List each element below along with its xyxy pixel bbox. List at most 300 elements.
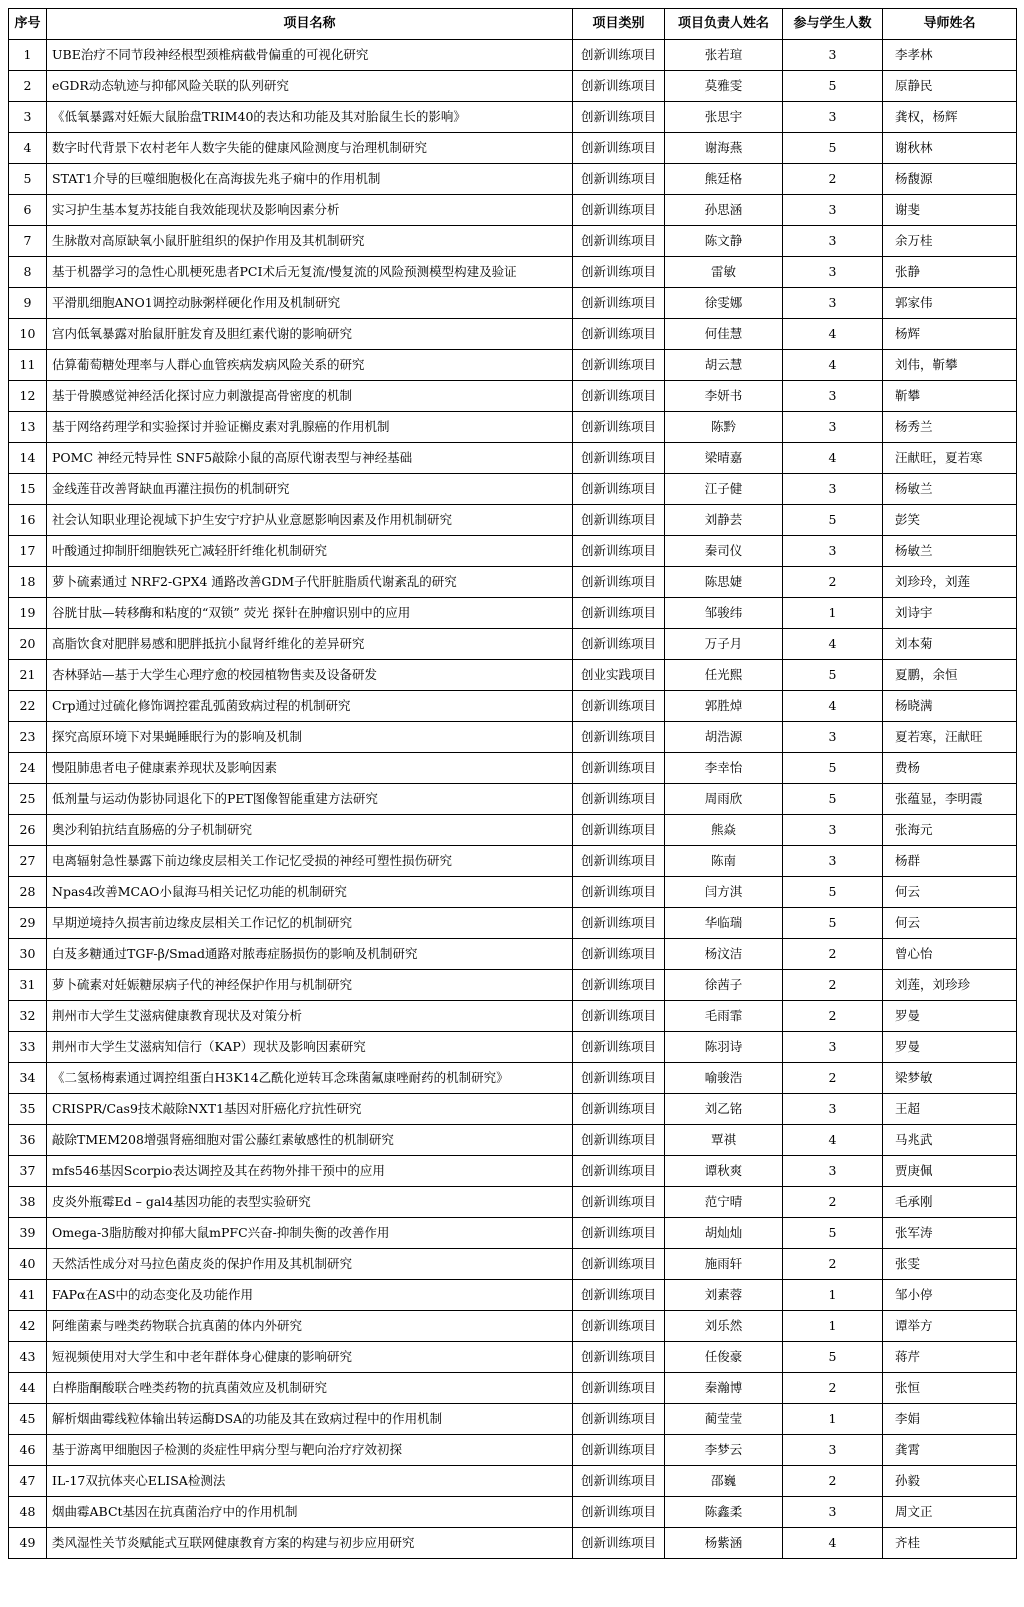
cell-project-category: 创新训练项目 bbox=[573, 257, 665, 288]
cell-project-category: 创新训练项目 bbox=[573, 1187, 665, 1218]
cell-leader-name: 胡浩源 bbox=[665, 722, 783, 753]
cell-leader-name: 熊廷格 bbox=[665, 164, 783, 195]
cell-index: 29 bbox=[9, 908, 47, 939]
cell-index: 5 bbox=[9, 164, 47, 195]
cell-index: 21 bbox=[9, 660, 47, 691]
cell-project-name: 杏林驿站—基于大学生心理疗愈的校园植物售卖及设备研发 bbox=[47, 660, 573, 691]
cell-mentor-name: 李娟 bbox=[883, 1404, 1017, 1435]
table-row bbox=[9, 71, 1017, 102]
cell-project-name: 烟曲霉ABCt基因在抗真菌治疗中的作用机制 bbox=[47, 1497, 573, 1528]
cell-student-count: 5 bbox=[783, 753, 883, 784]
cell-index: 26 bbox=[9, 815, 47, 846]
cell-project-name: CRISPR/Cas9技术敲除NXT1基因对肝癌化疗抗性研究 bbox=[47, 1094, 573, 1125]
table-row bbox=[9, 536, 1017, 567]
cell-leader-name: 刘乙铭 bbox=[665, 1094, 783, 1125]
cell-mentor-name: 孙毅 bbox=[883, 1466, 1017, 1497]
cell-mentor-name: 刘珍玲，刘莲 bbox=[883, 567, 1017, 598]
cell-leader-name: 雷敏 bbox=[665, 257, 783, 288]
cell-mentor-name: 张雯 bbox=[883, 1249, 1017, 1280]
cell-project-name: 金线莲苷改善肾缺血再灌注损伤的机制研究 bbox=[47, 474, 573, 505]
cell-student-count: 3 bbox=[783, 102, 883, 133]
cell-leader-name: 刘素蓉 bbox=[665, 1280, 783, 1311]
cell-mentor-name: 刘莲，刘珍珍 bbox=[883, 970, 1017, 1001]
table-row bbox=[9, 319, 1017, 350]
cell-student-count: 5 bbox=[783, 908, 883, 939]
cell-index: 34 bbox=[9, 1063, 47, 1094]
cell-leader-name: 任光熙 bbox=[665, 660, 783, 691]
cell-leader-name: 邵巍 bbox=[665, 1466, 783, 1497]
cell-project-category: 创新训练项目 bbox=[573, 691, 665, 722]
cell-project-name: 基于骨膜感觉神经活化探讨应力刺激提高骨密度的机制 bbox=[47, 381, 573, 412]
cell-project-name: 基于游离甲细胞因子检测的炎症性甲病分型与靶向治疗疗效初探 bbox=[47, 1435, 573, 1466]
cell-project-category: 创新训练项目 bbox=[573, 474, 665, 505]
cell-mentor-name: 彭笑 bbox=[883, 505, 1017, 536]
cell-leader-name: 李妍书 bbox=[665, 381, 783, 412]
cell-student-count: 3 bbox=[783, 381, 883, 412]
cell-student-count: 2 bbox=[783, 164, 883, 195]
cell-project-category: 创新训练项目 bbox=[573, 1497, 665, 1528]
cell-index: 17 bbox=[9, 536, 47, 567]
cell-project-category: 创新训练项目 bbox=[573, 753, 665, 784]
project-list-document bbox=[8, 8, 1016, 1559]
cell-student-count: 3 bbox=[783, 1156, 883, 1187]
cell-mentor-name: 谭举方 bbox=[883, 1311, 1017, 1342]
cell-mentor-name: 毛承刚 bbox=[883, 1187, 1017, 1218]
cell-project-category: 创新训练项目 bbox=[573, 970, 665, 1001]
table-row bbox=[9, 1497, 1017, 1528]
cell-leader-name: 邹骏纬 bbox=[665, 598, 783, 629]
cell-index: 25 bbox=[9, 784, 47, 815]
cell-project-name: 宫内低氧暴露对胎鼠肝脏发育及胆红素代谢的影响研究 bbox=[47, 319, 573, 350]
cell-index: 35 bbox=[9, 1094, 47, 1125]
cell-project-category: 创新训练项目 bbox=[573, 1218, 665, 1249]
cell-student-count: 4 bbox=[783, 691, 883, 722]
cell-leader-name: 郭胜焯 bbox=[665, 691, 783, 722]
cell-student-count: 3 bbox=[783, 536, 883, 567]
cell-student-count: 5 bbox=[783, 1342, 883, 1373]
cell-mentor-name: 杨敏兰 bbox=[883, 474, 1017, 505]
cell-mentor-name: 原静民 bbox=[883, 71, 1017, 102]
cell-leader-name: 蔺莹莹 bbox=[665, 1404, 783, 1435]
cell-project-category: 创新训练项目 bbox=[573, 102, 665, 133]
cell-project-name: 高脂饮食对肥胖易感和肥胖抵抗小鼠肾纤维化的差异研究 bbox=[47, 629, 573, 660]
cell-index: 11 bbox=[9, 350, 47, 381]
header-leader-name: 项目负责人姓名 bbox=[665, 9, 783, 40]
cell-student-count: 3 bbox=[783, 1435, 883, 1466]
cell-index: 38 bbox=[9, 1187, 47, 1218]
cell-mentor-name: 刘诗宇 bbox=[883, 598, 1017, 629]
cell-mentor-name: 余万桂 bbox=[883, 226, 1017, 257]
cell-index: 12 bbox=[9, 381, 47, 412]
cell-mentor-name: 梁梦敏 bbox=[883, 1063, 1017, 1094]
cell-leader-name: 陈黔 bbox=[665, 412, 783, 443]
cell-student-count: 4 bbox=[783, 350, 883, 381]
cell-leader-name: 范宁晴 bbox=[665, 1187, 783, 1218]
cell-project-category: 创新训练项目 bbox=[573, 133, 665, 164]
cell-mentor-name: 张静 bbox=[883, 257, 1017, 288]
cell-leader-name: 谭秋爽 bbox=[665, 1156, 783, 1187]
cell-student-count: 2 bbox=[783, 1001, 883, 1032]
table-row bbox=[9, 1187, 1017, 1218]
cell-index: 18 bbox=[9, 567, 47, 598]
table-row bbox=[9, 1280, 1017, 1311]
cell-project-name: 皮炎外瓶霉Ed – gal4基因功能的表型实验研究 bbox=[47, 1187, 573, 1218]
cell-mentor-name: 罗曼 bbox=[883, 1001, 1017, 1032]
cell-student-count: 4 bbox=[783, 443, 883, 474]
cell-project-name: 基于网络药理学和实验探讨并验证槲皮素对乳腺癌的作用机制 bbox=[47, 412, 573, 443]
cell-project-name: 敲除TMEM208增强肾癌细胞对雷公藤红素敏感性的机制研究 bbox=[47, 1125, 573, 1156]
cell-project-name: 社会认知职业理论视域下护生安宁疗护从业意愿影响因素及作用机制研究 bbox=[47, 505, 573, 536]
cell-mentor-name: 龚权，杨辉 bbox=[883, 102, 1017, 133]
table-row bbox=[9, 381, 1017, 412]
cell-index: 36 bbox=[9, 1125, 47, 1156]
cell-student-count: 5 bbox=[783, 505, 883, 536]
cell-leader-name: 喻骏浩 bbox=[665, 1063, 783, 1094]
cell-student-count: 2 bbox=[783, 1187, 883, 1218]
cell-mentor-name: 周文正 bbox=[883, 1497, 1017, 1528]
cell-project-name: 天然活性成分对马拉色菌皮炎的保护作用及其机制研究 bbox=[47, 1249, 573, 1280]
cell-leader-name: 陈羽诗 bbox=[665, 1032, 783, 1063]
cell-project-category: 创新训练项目 bbox=[573, 1001, 665, 1032]
cell-student-count: 3 bbox=[783, 1032, 883, 1063]
cell-project-name: 探究高原环境下对果蝇睡眠行为的影响及机制 bbox=[47, 722, 573, 753]
cell-student-count: 4 bbox=[783, 1125, 883, 1156]
cell-project-name: Omega-3脂肪酸对抑郁大鼠mPFC兴奋-抑制失衡的改善作用 bbox=[47, 1218, 573, 1249]
cell-index: 46 bbox=[9, 1435, 47, 1466]
cell-project-category: 创新训练项目 bbox=[573, 846, 665, 877]
cell-student-count: 5 bbox=[783, 784, 883, 815]
cell-project-category: 创新训练项目 bbox=[573, 536, 665, 567]
cell-student-count: 3 bbox=[783, 1497, 883, 1528]
cell-mentor-name: 杨辉 bbox=[883, 319, 1017, 350]
table-row bbox=[9, 195, 1017, 226]
table-row bbox=[9, 846, 1017, 877]
table-row bbox=[9, 40, 1017, 71]
cell-project-category: 创新训练项目 bbox=[573, 319, 665, 350]
cell-student-count: 3 bbox=[783, 815, 883, 846]
cell-project-category: 创新训练项目 bbox=[573, 443, 665, 474]
cell-project-name: 《二氢杨梅素通过调控组蛋白H3K14乙酰化逆转耳念珠菌氟康唑耐药的机制研究》 bbox=[47, 1063, 573, 1094]
cell-project-category: 创新训练项目 bbox=[573, 1032, 665, 1063]
cell-leader-name: 徐雯娜 bbox=[665, 288, 783, 319]
cell-project-category: 创新训练项目 bbox=[573, 71, 665, 102]
cell-mentor-name: 蒋芹 bbox=[883, 1342, 1017, 1373]
cell-mentor-name: 何云 bbox=[883, 908, 1017, 939]
cell-project-category: 创新训练项目 bbox=[573, 1156, 665, 1187]
cell-project-name: 电离辐射急性暴露下前边缘皮层相关工作记忆受损的神经可塑性损伤研究 bbox=[47, 846, 573, 877]
cell-project-category: 创新训练项目 bbox=[573, 505, 665, 536]
cell-leader-name: 何佳慧 bbox=[665, 319, 783, 350]
cell-project-name: 低剂量与运动伪影协同退化下的PET图像智能重建方法研究 bbox=[47, 784, 573, 815]
cell-mentor-name: 刘本菊 bbox=[883, 629, 1017, 660]
table-row bbox=[9, 784, 1017, 815]
table-header-row bbox=[9, 9, 1017, 40]
cell-index: 24 bbox=[9, 753, 47, 784]
cell-leader-name: 李梦云 bbox=[665, 1435, 783, 1466]
cell-index: 47 bbox=[9, 1466, 47, 1497]
table-row bbox=[9, 970, 1017, 1001]
cell-leader-name: 毛雨霏 bbox=[665, 1001, 783, 1032]
cell-student-count: 3 bbox=[783, 195, 883, 226]
cell-leader-name: 熊焱 bbox=[665, 815, 783, 846]
cell-mentor-name: 汪献旺，夏若寒 bbox=[883, 443, 1017, 474]
cell-mentor-name: 夏鹏，余恒 bbox=[883, 660, 1017, 691]
cell-index: 42 bbox=[9, 1311, 47, 1342]
table-row bbox=[9, 753, 1017, 784]
cell-index: 43 bbox=[9, 1342, 47, 1373]
cell-project-category: 创新训练项目 bbox=[573, 1404, 665, 1435]
cell-index: 16 bbox=[9, 505, 47, 536]
cell-project-name: 萝卜硫素通过 NRF2-GPX4 通路改善GDM子代肝脏脂质代谢紊乱的研究 bbox=[47, 567, 573, 598]
header-index: 序号 bbox=[9, 9, 47, 40]
cell-project-category: 创新训练项目 bbox=[573, 1311, 665, 1342]
cell-mentor-name: 马兆武 bbox=[883, 1125, 1017, 1156]
cell-project-name: Npas4改善MCAO小鼠海马相关记忆功能的机制研究 bbox=[47, 877, 573, 908]
table-row bbox=[9, 1094, 1017, 1125]
cell-leader-name: 张思宇 bbox=[665, 102, 783, 133]
cell-leader-name: 胡云慧 bbox=[665, 350, 783, 381]
cell-mentor-name: 刘伟，靳攀 bbox=[883, 350, 1017, 381]
cell-student-count: 4 bbox=[783, 319, 883, 350]
cell-project-name: 估算葡萄糖处理率与人群心血管疾病发病风险关系的研究 bbox=[47, 350, 573, 381]
cell-project-category: 创新训练项目 bbox=[573, 288, 665, 319]
cell-mentor-name: 罗曼 bbox=[883, 1032, 1017, 1063]
header-mentor-name: 导师姓名 bbox=[883, 9, 1017, 40]
cell-mentor-name: 贾庚佩 bbox=[883, 1156, 1017, 1187]
cell-project-category: 创新训练项目 bbox=[573, 908, 665, 939]
cell-mentor-name: 龚霄 bbox=[883, 1435, 1017, 1466]
table-row bbox=[9, 505, 1017, 536]
cell-project-name: 生脉散对高原缺氧小鼠肝脏组织的保护作用及其机制研究 bbox=[47, 226, 573, 257]
cell-index: 31 bbox=[9, 970, 47, 1001]
table-row bbox=[9, 1311, 1017, 1342]
cell-student-count: 3 bbox=[783, 40, 883, 71]
cell-mentor-name: 张恒 bbox=[883, 1373, 1017, 1404]
cell-index: 23 bbox=[9, 722, 47, 753]
table-row bbox=[9, 164, 1017, 195]
table-row bbox=[9, 1435, 1017, 1466]
cell-mentor-name: 杨敏兰 bbox=[883, 536, 1017, 567]
cell-mentor-name: 杨晓满 bbox=[883, 691, 1017, 722]
cell-leader-name: 陈文静 bbox=[665, 226, 783, 257]
cell-project-name: 基于机器学习的急性心肌梗死患者PCI术后无复流/慢复流的风险预测模型构建及验证 bbox=[47, 257, 573, 288]
table-row bbox=[9, 288, 1017, 319]
cell-leader-name: 陈思婕 bbox=[665, 567, 783, 598]
table-row bbox=[9, 815, 1017, 846]
cell-student-count: 1 bbox=[783, 1311, 883, 1342]
cell-index: 39 bbox=[9, 1218, 47, 1249]
cell-student-count: 5 bbox=[783, 877, 883, 908]
cell-leader-name: 江子健 bbox=[665, 474, 783, 505]
cell-project-name: 慢阻肺患者电子健康素养现状及影响因素 bbox=[47, 753, 573, 784]
cell-mentor-name: 谢秋林 bbox=[883, 133, 1017, 164]
cell-leader-name: 陈南 bbox=[665, 846, 783, 877]
cell-leader-name: 刘静芸 bbox=[665, 505, 783, 536]
table-row bbox=[9, 1373, 1017, 1404]
cell-project-name: 白芨多糖通过TGF-β/Smad通路对脓毒症肠损伤的影响及机制研究 bbox=[47, 939, 573, 970]
cell-project-category: 创新训练项目 bbox=[573, 1373, 665, 1404]
table-row bbox=[9, 1032, 1017, 1063]
cell-index: 41 bbox=[9, 1280, 47, 1311]
cell-index: 45 bbox=[9, 1404, 47, 1435]
cell-project-category: 创新训练项目 bbox=[573, 1249, 665, 1280]
table-row bbox=[9, 350, 1017, 381]
cell-leader-name: 张若瑄 bbox=[665, 40, 783, 71]
cell-project-name: 荆州市大学生艾滋病健康教育现状及对策分析 bbox=[47, 1001, 573, 1032]
cell-project-category: 创新训练项目 bbox=[573, 1280, 665, 1311]
cell-project-category: 创新训练项目 bbox=[573, 629, 665, 660]
cell-student-count: 5 bbox=[783, 660, 883, 691]
cell-mentor-name: 夏若寒，汪献旺 bbox=[883, 722, 1017, 753]
cell-mentor-name: 王超 bbox=[883, 1094, 1017, 1125]
cell-mentor-name: 齐桂 bbox=[883, 1528, 1017, 1559]
cell-student-count: 2 bbox=[783, 1063, 883, 1094]
cell-project-name: 早期逆境持久损害前边缘皮层相关工作记忆的机制研究 bbox=[47, 908, 573, 939]
cell-student-count: 1 bbox=[783, 1404, 883, 1435]
table-row bbox=[9, 1342, 1017, 1373]
cell-student-count: 2 bbox=[783, 567, 883, 598]
cell-student-count: 3 bbox=[783, 1094, 883, 1125]
cell-project-category: 创新训练项目 bbox=[573, 40, 665, 71]
table-row bbox=[9, 1156, 1017, 1187]
cell-leader-name: 刘乐然 bbox=[665, 1311, 783, 1342]
cell-student-count: 2 bbox=[783, 1373, 883, 1404]
table-row bbox=[9, 598, 1017, 629]
cell-index: 14 bbox=[9, 443, 47, 474]
cell-project-name: 解析烟曲霉线粒体输出转运酶DSA的功能及其在致病过程中的作用机制 bbox=[47, 1404, 573, 1435]
cell-index: 22 bbox=[9, 691, 47, 722]
project-table bbox=[8, 8, 1017, 1559]
cell-index: 7 bbox=[9, 226, 47, 257]
cell-project-name: 类风湿性关节炎赋能式互联网健康教育方案的构建与初步应用研究 bbox=[47, 1528, 573, 1559]
cell-leader-name: 秦瀚博 bbox=[665, 1373, 783, 1404]
table-row bbox=[9, 660, 1017, 691]
cell-student-count: 1 bbox=[783, 598, 883, 629]
cell-leader-name: 杨汶洁 bbox=[665, 939, 783, 970]
cell-leader-name: 李幸怡 bbox=[665, 753, 783, 784]
cell-project-name: 奥沙利铂抗结直肠癌的分子机制研究 bbox=[47, 815, 573, 846]
table-row bbox=[9, 629, 1017, 660]
table-row bbox=[9, 691, 1017, 722]
cell-project-category: 创新训练项目 bbox=[573, 350, 665, 381]
cell-project-category: 创新训练项目 bbox=[573, 226, 665, 257]
cell-project-category: 创新训练项目 bbox=[573, 412, 665, 443]
cell-leader-name: 万子月 bbox=[665, 629, 783, 660]
cell-project-category: 创新训练项目 bbox=[573, 1063, 665, 1094]
cell-index: 32 bbox=[9, 1001, 47, 1032]
cell-student-count: 5 bbox=[783, 133, 883, 164]
cell-project-category: 创新训练项目 bbox=[573, 1528, 665, 1559]
cell-mentor-name: 谢斐 bbox=[883, 195, 1017, 226]
cell-leader-name: 秦司仪 bbox=[665, 536, 783, 567]
table-row bbox=[9, 412, 1017, 443]
cell-mentor-name: 邹小停 bbox=[883, 1280, 1017, 1311]
table-row bbox=[9, 877, 1017, 908]
cell-student-count: 2 bbox=[783, 939, 883, 970]
cell-student-count: 3 bbox=[783, 257, 883, 288]
table-body bbox=[9, 40, 1017, 1559]
cell-index: 49 bbox=[9, 1528, 47, 1559]
table-row bbox=[9, 1125, 1017, 1156]
header-project-category: 项目类别 bbox=[573, 9, 665, 40]
cell-student-count: 4 bbox=[783, 629, 883, 660]
cell-mentor-name: 郭家伟 bbox=[883, 288, 1017, 319]
table-row bbox=[9, 257, 1017, 288]
cell-project-name: 萝卜硫素对妊娠糖尿病子代的神经保护作用与机制研究 bbox=[47, 970, 573, 1001]
cell-leader-name: 梁晴嘉 bbox=[665, 443, 783, 474]
cell-index: 10 bbox=[9, 319, 47, 350]
cell-index: 13 bbox=[9, 412, 47, 443]
cell-index: 37 bbox=[9, 1156, 47, 1187]
cell-project-name: 荆州市大学生艾滋病知信行（KAP）现状及影响因素研究 bbox=[47, 1032, 573, 1063]
table-row bbox=[9, 567, 1017, 598]
cell-index: 48 bbox=[9, 1497, 47, 1528]
cell-project-category: 创新训练项目 bbox=[573, 784, 665, 815]
cell-leader-name: 杨紫涵 bbox=[665, 1528, 783, 1559]
cell-index: 8 bbox=[9, 257, 47, 288]
cell-leader-name: 胡灿灿 bbox=[665, 1218, 783, 1249]
cell-index: 9 bbox=[9, 288, 47, 319]
table-row bbox=[9, 908, 1017, 939]
cell-mentor-name: 费杨 bbox=[883, 753, 1017, 784]
cell-project-name: 实习护生基本复苏技能自我效能现状及影响因素分析 bbox=[47, 195, 573, 226]
table-row bbox=[9, 133, 1017, 164]
cell-project-category: 创新训练项目 bbox=[573, 195, 665, 226]
cell-student-count: 3 bbox=[783, 846, 883, 877]
cell-mentor-name: 张海元 bbox=[883, 815, 1017, 846]
cell-index: 20 bbox=[9, 629, 47, 660]
cell-index: 33 bbox=[9, 1032, 47, 1063]
cell-index: 44 bbox=[9, 1373, 47, 1404]
table-row bbox=[9, 1528, 1017, 1559]
table-row bbox=[9, 1249, 1017, 1280]
cell-student-count: 3 bbox=[783, 722, 883, 753]
cell-project-name: IL-17双抗体夹心ELISA检测法 bbox=[47, 1466, 573, 1497]
cell-index: 30 bbox=[9, 939, 47, 970]
cell-mentor-name: 杨群 bbox=[883, 846, 1017, 877]
table-row bbox=[9, 1063, 1017, 1094]
cell-leader-name: 徐茜子 bbox=[665, 970, 783, 1001]
cell-student-count: 2 bbox=[783, 1466, 883, 1497]
cell-leader-name: 周雨欣 bbox=[665, 784, 783, 815]
cell-project-name: 《低氧暴露对妊娠大鼠胎盘TRIM40的表达和功能及其对胎鼠生长的影响》 bbox=[47, 102, 573, 133]
cell-index: 15 bbox=[9, 474, 47, 505]
cell-mentor-name: 杨馥源 bbox=[883, 164, 1017, 195]
cell-student-count: 3 bbox=[783, 226, 883, 257]
cell-project-category: 创新训练项目 bbox=[573, 815, 665, 846]
cell-project-name: 平滑肌细胞ANO1调控动脉粥样硬化作用及机制研究 bbox=[47, 288, 573, 319]
cell-leader-name: 孙思涵 bbox=[665, 195, 783, 226]
header-student-count: 参与学生人数 bbox=[783, 9, 883, 40]
cell-leader-name: 覃祺 bbox=[665, 1125, 783, 1156]
cell-student-count: 4 bbox=[783, 1528, 883, 1559]
cell-mentor-name: 何云 bbox=[883, 877, 1017, 908]
cell-project-name: mfs546基因Scorpio表达调控及其在药物外排干预中的应用 bbox=[47, 1156, 573, 1187]
cell-index: 40 bbox=[9, 1249, 47, 1280]
table-row bbox=[9, 443, 1017, 474]
cell-project-category: 创新训练项目 bbox=[573, 567, 665, 598]
cell-project-category: 创新训练项目 bbox=[573, 1342, 665, 1373]
cell-project-category: 创新训练项目 bbox=[573, 1466, 665, 1497]
table-row bbox=[9, 939, 1017, 970]
cell-leader-name: 莫雅雯 bbox=[665, 71, 783, 102]
cell-leader-name: 闫方淇 bbox=[665, 877, 783, 908]
table-row bbox=[9, 722, 1017, 753]
cell-project-category: 创新训练项目 bbox=[573, 1435, 665, 1466]
table-row bbox=[9, 1404, 1017, 1435]
cell-project-category: 创新训练项目 bbox=[573, 939, 665, 970]
cell-student-count: 3 bbox=[783, 474, 883, 505]
